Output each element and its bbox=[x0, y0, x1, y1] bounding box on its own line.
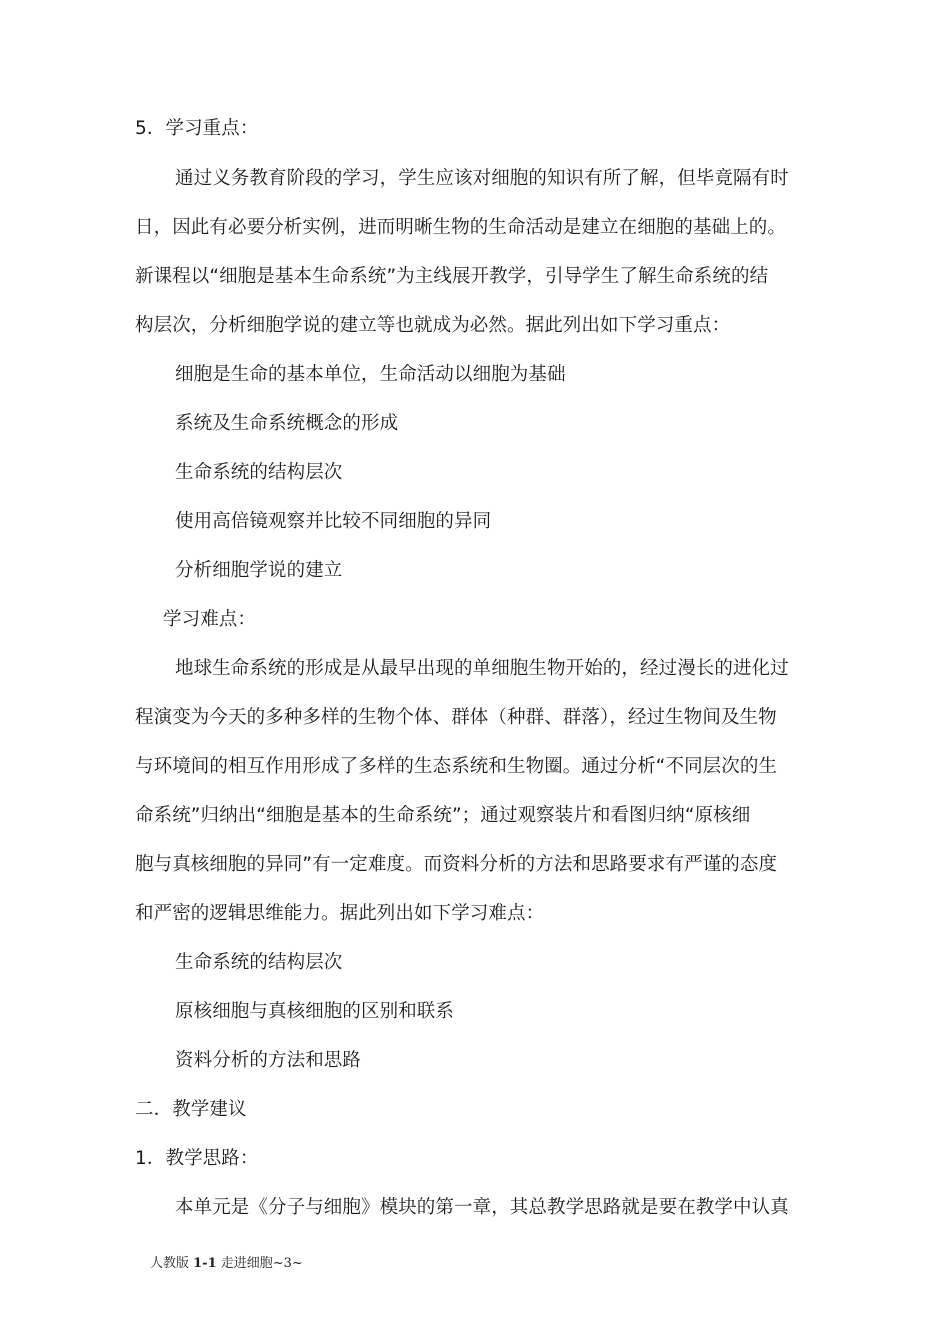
list-item: 资料分析的方法和思路 bbox=[175, 1050, 362, 1071]
footer-chapter-number: 1-1 bbox=[193, 1256, 217, 1271]
paragraph-line: 构层次，分析细胞学说的建立等也就成为必然。据此列出如下学习重点： bbox=[135, 315, 731, 336]
section-heading-teaching-approach: 1．教学思路： bbox=[135, 1148, 259, 1169]
section-heading-teaching-suggestions: 二．教学建议 bbox=[135, 1099, 247, 1120]
paragraph-line: 和严密的逻辑思维能力。据此列出如下学习难点： bbox=[135, 903, 545, 924]
footer-prefix: 人教版 bbox=[150, 1256, 194, 1271]
paragraph-line: 程演变为今天的多种多样的生物个体、群体（种群、群落），经过生物间及生物 bbox=[135, 707, 777, 728]
paragraph-line: 命系统”归纳出“细胞是基本的生命系统”；通过观察装片和看图归纳“原核细 bbox=[135, 805, 751, 826]
page-footer bbox=[150, 1255, 303, 1273]
footer-suffix: 走进细胞~3~ bbox=[216, 1256, 303, 1271]
paragraph-line: 胞与真核细胞的异同”有一定难度。而资料分析的方法和思路要求有严谨的态度 bbox=[135, 854, 778, 875]
paragraph-line: 日，因此有必要分析实例，进而明晰生物的生命活动是建立在细胞的基础上的。 bbox=[135, 217, 787, 238]
section-heading-difficulties: 学习难点： bbox=[163, 609, 257, 630]
paragraph-line: 通过义务教育阶段的学习，学生应该对细胞的知识有所了解，但毕竟隔有时 bbox=[175, 168, 789, 189]
paragraph-line: 本单元是《分子与细胞》模块的第一章，其总教学思路就是要在教学中认真 bbox=[175, 1197, 789, 1218]
paragraph-line: 新课程以“细胞是基本生命系统”为主线展开教学，引导学生了解生命系统的结 bbox=[135, 266, 769, 287]
list-item: 生命系统的结构层次 bbox=[175, 462, 343, 483]
paragraph-line: 与环境间的相互作用形成了多样的生态系统和生物圈。通过分析“不同层次的生 bbox=[135, 756, 778, 777]
list-item: 使用高倍镜观察并比较不同细胞的异同 bbox=[175, 511, 492, 532]
list-item: 原核细胞与真核细胞的区别和联系 bbox=[175, 1001, 455, 1022]
list-item: 细胞是生命的基本单位，生命活动以细胞为基础 bbox=[175, 364, 566, 385]
list-item: 生命系统的结构层次 bbox=[175, 952, 343, 973]
section-heading-key-points: 5．学习重点： bbox=[135, 118, 259, 139]
paragraph-line: 地球生命系统的形成是从最早出现的单细胞生物开始的，经过漫长的进化过 bbox=[175, 658, 789, 679]
list-item: 分析细胞学说的建立 bbox=[175, 560, 343, 581]
list-item: 系统及生命系统概念的形成 bbox=[175, 413, 399, 434]
